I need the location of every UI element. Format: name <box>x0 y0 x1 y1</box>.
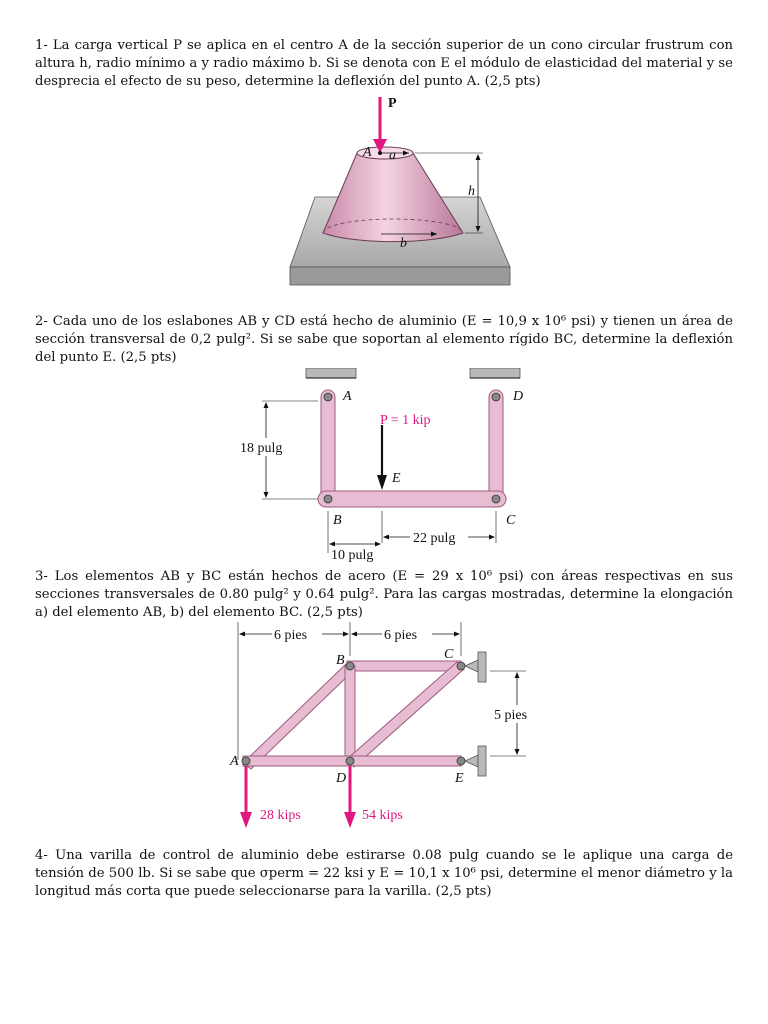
label-a-point: A <box>363 145 372 160</box>
support-c-wall <box>478 652 486 682</box>
label-e: E <box>455 771 464 786</box>
label-5-pies: 5 pies <box>494 708 528 723</box>
label-c: C <box>506 513 516 528</box>
label-28-kips: 28 kips <box>260 808 301 823</box>
support-d <box>470 368 520 378</box>
support-a <box>306 368 356 378</box>
member-bc <box>347 661 461 671</box>
label-6-pies-2: 6 pies <box>384 628 418 643</box>
label-a: A <box>230 754 239 769</box>
load-p-arrowhead <box>377 475 387 490</box>
label-e: E <box>392 471 401 486</box>
rigid-member-bc <box>318 491 506 507</box>
label-a: A <box>343 389 352 404</box>
member-bd <box>345 666 355 763</box>
label-6-pies-1: 6 pies <box>274 628 308 643</box>
label-d: D <box>336 771 347 786</box>
problem-4-text: 4- Una varilla de control de aluminio debe estirarse 0.08 pulg cuando se le aplique una carga de tensión de 500 lb. Si se sabe que σperm = 22 ksi y E = 10,1 x 10⁶ psi, determine el menor diámetro y la longitud más corta que puede seleccionarse para la varilla. (2,5 pts) <box>35 848 733 899</box>
ground-slab-side <box>290 267 510 285</box>
label-d: D <box>513 389 524 404</box>
link-ab <box>321 390 335 500</box>
dim-ec-arrow-left <box>383 535 389 540</box>
problem-3 <box>35 568 733 622</box>
dim-bc-arrow-left <box>351 632 357 637</box>
dim-ab-arrow-left <box>239 632 245 637</box>
pin-a <box>242 757 250 765</box>
problem-1-text: 1- La carga vertical P se aplica en el centro A de la sección superior de un cono circular frustrum con altura h, radio mínimo a y radio máximo b. Si se denota con E el módulo de elasticidad del material y se desprecia el efecto de su peso, determine la deflexión del punto A. (2,5 pts) <box>35 38 733 89</box>
dim-ce-arrow-bottom <box>515 749 520 755</box>
pin-c <box>457 662 465 670</box>
frustum-figure <box>285 95 515 290</box>
pin-a <box>324 393 332 401</box>
label-p-1-kip: P = 1 kip <box>380 413 431 428</box>
problem-1 <box>35 37 733 91</box>
dim-bc-arrow-right <box>454 632 460 637</box>
label-10-pulg: 10 pulg <box>331 548 374 563</box>
pin-e <box>457 757 465 765</box>
problem-2 <box>35 313 733 367</box>
dim-height-arrow-top <box>264 402 269 408</box>
support-e-bracket <box>465 755 478 767</box>
label-radius-a: a <box>389 148 396 163</box>
label-c: C <box>444 647 454 662</box>
support-e-wall <box>478 746 486 776</box>
dim-ab-arrow-right <box>343 632 349 637</box>
member-cd <box>346 662 464 767</box>
link-cd <box>489 390 503 500</box>
pin-d <box>492 393 500 401</box>
links-figure <box>230 368 535 568</box>
label-b: B <box>333 513 342 528</box>
problem-3-text: 3- Los elementos AB y BC están hechos de acero (E = 29 x 10⁶ psi) con áreas respectivas en sus secciones transversales de 0.80 pulg² y 0.64 pulg². Para las cargas mostradas, determine la elongación a) del elemento AB, b) del elemento BC. (2,5 pts) <box>35 569 733 620</box>
label-18-pulg: 18 pulg <box>240 441 283 456</box>
label-p: P <box>388 96 397 111</box>
height-arrowhead-top <box>476 154 481 160</box>
dim-ce-arrow-top <box>515 672 520 678</box>
load-54-arrowhead <box>344 812 356 828</box>
member-ab <box>243 664 354 769</box>
dim-height-arrow-bottom <box>264 492 269 498</box>
pin-b <box>324 495 332 503</box>
label-height-h: h <box>468 184 475 199</box>
point-a-dot <box>378 151 382 155</box>
dim-be-arrow-left <box>329 542 335 547</box>
label-54-kips: 54 kips <box>362 808 403 823</box>
label-22-pulg: 22 pulg <box>413 531 456 546</box>
label-b: B <box>336 653 345 668</box>
problem-4 <box>35 847 733 901</box>
pin-d <box>346 757 354 765</box>
label-radius-b: b <box>400 236 407 251</box>
truss-figure <box>228 622 548 832</box>
load-28-arrowhead <box>240 812 252 828</box>
support-c-bracket <box>465 660 478 672</box>
pin-b <box>346 662 354 670</box>
dim-ec-arrow-right <box>489 535 495 540</box>
problem-2-text: 2- Cada uno de los eslabones AB y CD está hecho de aluminio (E = 10,9 x 10⁶ psi) y tienen un área de sección transversal de 0,2 pulg². Si se sabe que soportan al elemento rígido BC, determine la deflexión del punto E. (2,5 pts) <box>35 314 733 365</box>
pin-c <box>492 495 500 503</box>
dim-be-arrow-right <box>375 542 381 547</box>
